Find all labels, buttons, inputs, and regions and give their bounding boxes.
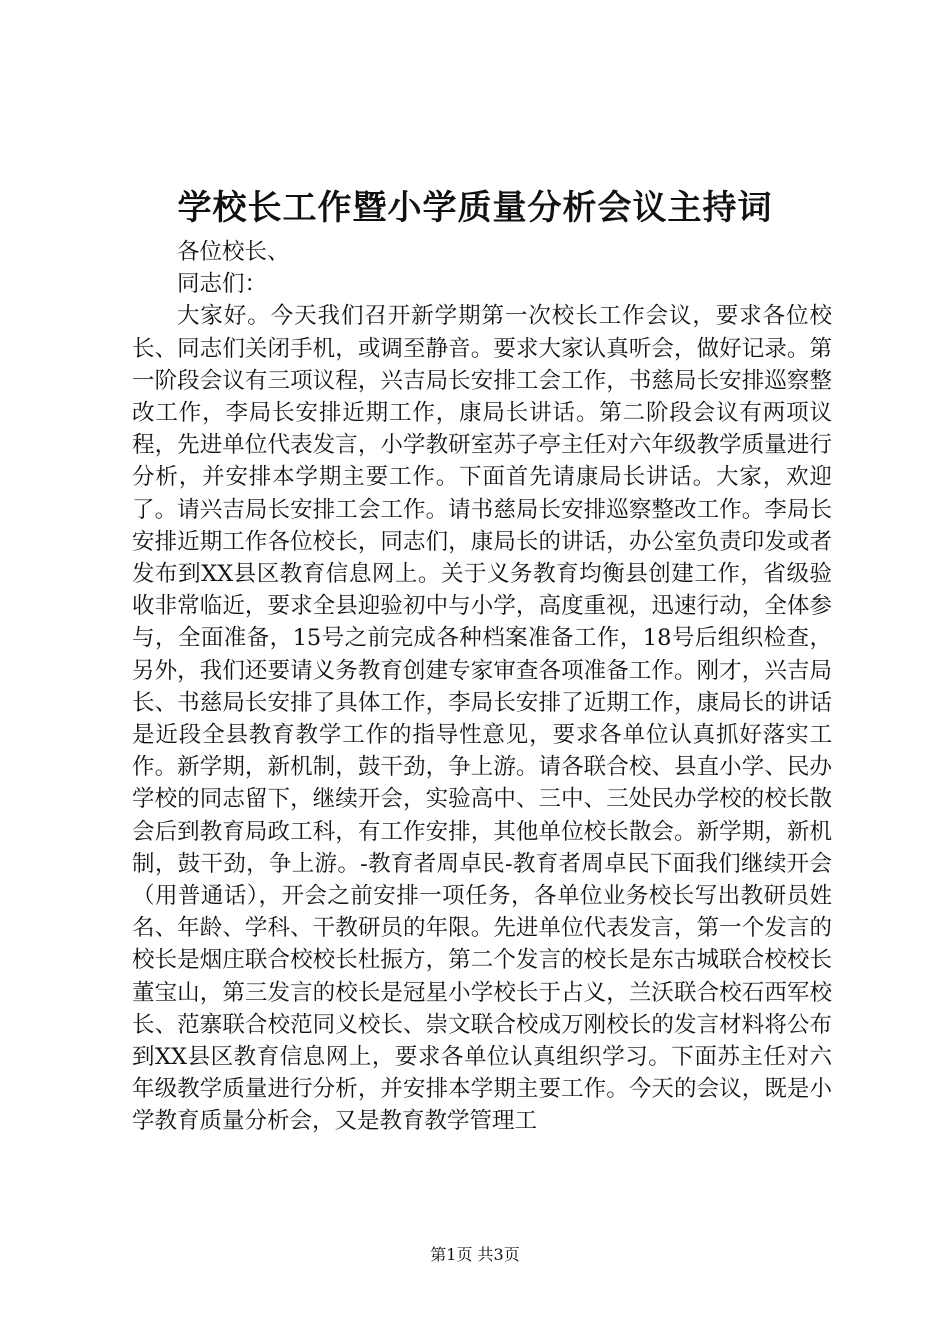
greeting-line: 同志们： <box>177 271 268 298</box>
page-footer: 第1页 共3页 <box>430 1245 520 1264</box>
document-title: 学校长工作暨小学质量分析会议主持词 <box>177 188 773 228</box>
greeting-line: 各位校长、 <box>177 239 290 265</box>
document-body <box>132 236 832 1138</box>
body-paragraph: 大家好。今天我们召开新学期第一次校长工作会议，要求各位校长、同志们关闭手机，或调至静音。要求大家认真听会，做好记录。第一阶段会议有三项议程，兴吉局长安排工会工作，书慈局长安排巡察整改工作，李局长安排近期工作，康局长讲话。第二阶段会议有两项议程，先进单位代表发言，小学教研室苏子亭主任对六年级教学质量进行分析，并安排本学期主要工作。下面首先请康局长讲话。大家，欢迎了。请兴吉局长安排工会工作。请书慈局长安排巡察整改工作。李局长安排近期工作各位校长，同志们，康局长的讲话，办公室负责印发或者发布到XX县区教育信息网上。关于义务教育均衡县创建工作，省级验收非常临近，要求全县迎验初中与小学，高度重视，迅速行动，全体参与，全面准备，15号之前完成各种档案准备工作，18号后组织检查，另外，我们还要请义务教育创建专家审查各项准备工作。刚才，兴吉局长、书慈局长安排了具体工作，李局长安排了近期工作，康局长的讲话是近段全县教育教学工作的指导性意见，要求各单位认真抓好落实工作。新学期，新机制，鼓干劲，争上游。请各联合校、县直小学、民办学校的同志留下，继续开会，实验高中、三中、三处民办学校的校长散会后到教育局政工科，有工作安排，其他单位校长散会。新学期，新机制，鼓干劲，争上游。-教育者周卓民-教育者周卓民下面我们继续开会（用普通话），开会之前安排一项任务，各单位业务校长写出教研员姓名、年龄、学科、干教研员的年限。先进单位代表发言，第一个发言的校长是烟庄联合校校长杜振方，第二个发言的校长是东古城联合校校长董宝山，第三发言的校长是冠星小学校长于占义，兰沃联合校石西军校长、范寨联合校范同义校长、崇文联合校成万刚校长的发言材料将公布到XX县区教育信息网上，要求各单位认真组织学习。下面苏主任对六年级教学质量进行分析，并安排本学期主要工作。今天的会议，既是小学教育质量分析会，又是教育教学管理工 <box>132 303 832 1135</box>
